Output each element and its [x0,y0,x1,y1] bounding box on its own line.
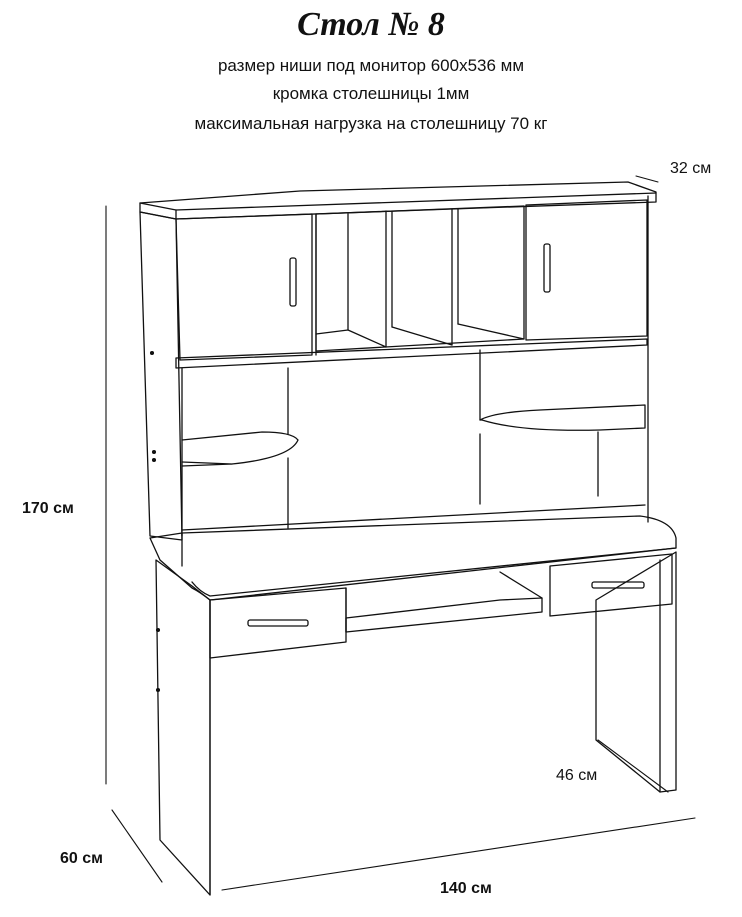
upper-cabinet-bottom [176,339,647,368]
left-drawer-handle [248,620,308,626]
spec-edge: кромка столешницы 1мм [272,84,470,103]
left-curved-shelf [182,368,298,536]
left-leg [156,560,210,895]
left-door-handle [290,258,296,306]
dim-width: 140 см [440,880,492,897]
open-compartments [316,206,524,355]
diagram-title: Стол № 8 [297,6,445,43]
spec-max-load: максимальная нагрузка на столешницу 70 кг [194,114,548,133]
hutch-top-board [140,182,656,219]
left-drawer [210,588,346,658]
dim-top-depth: 32 см [670,160,712,177]
spec-monitor-niche: размер ниши под монитор 600х536 мм [217,56,525,75]
right-curved-shelf [480,405,645,496]
right-drawer [550,554,672,616]
left-cabinet-door [176,214,312,360]
monitor-niche [182,350,645,530]
dim-height: 170 см [22,500,74,517]
hutch-left-side [140,212,182,540]
dim-side-depth: 60 см [60,850,103,867]
dim-leg-depth: 46 см [556,767,598,784]
right-cabinet-door [526,200,647,340]
right-door-handle [544,244,550,292]
